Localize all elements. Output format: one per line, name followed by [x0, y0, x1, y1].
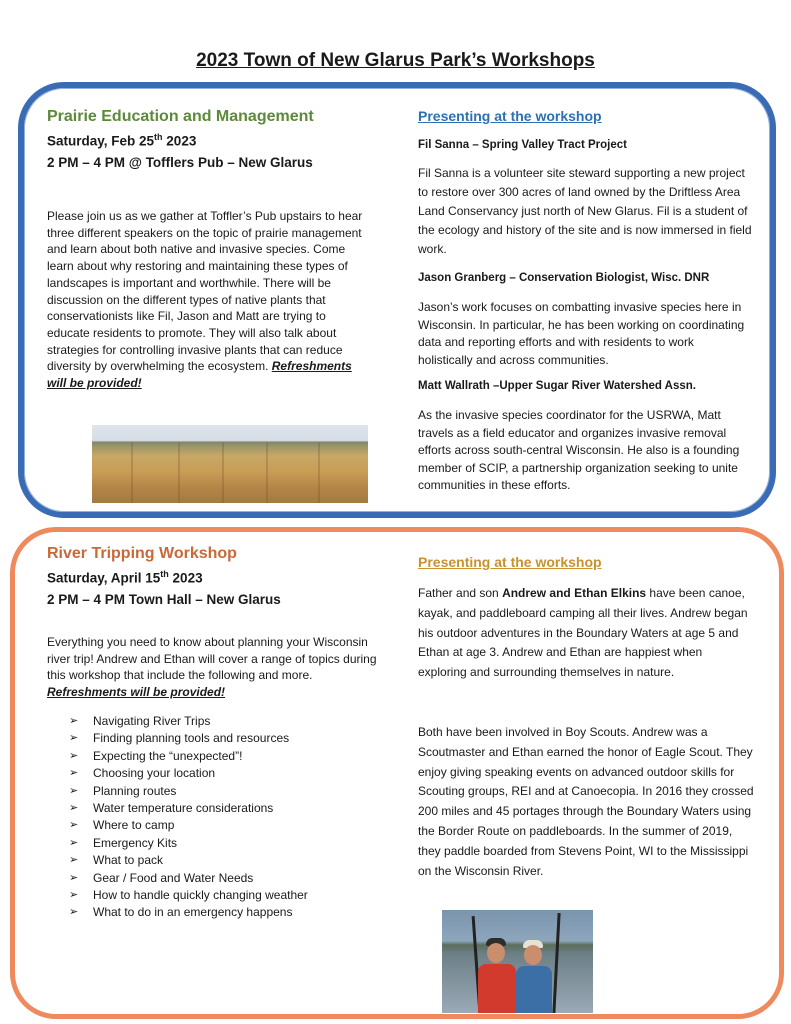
- arrow-bullet-icon: ➢: [69, 749, 79, 762]
- arrow-bullet-icon: ➢: [69, 715, 79, 727]
- paddle-right: [552, 913, 560, 1013]
- topic-label: Emergency Kits: [93, 835, 178, 850]
- prairie-workshop-heading: Prairie Education and Management: [47, 108, 314, 125]
- topic-item: [69, 800, 308, 817]
- speaker-name: Matt Wallrath –Upper Sugar River Watershed Assn.: [418, 380, 696, 392]
- arrow-bullet-icon: ➢: [69, 767, 79, 780]
- presenters-photo: [442, 910, 593, 1013]
- page-title: 2023 Town of New Glarus Park’s Workshops: [196, 50, 595, 71]
- arrow-bullet-icon: ➢: [69, 906, 79, 919]
- arrow-bullet-icon: ➢: [69, 871, 79, 884]
- topic-item: [69, 835, 308, 852]
- prairie-landscape-image: [92, 425, 368, 503]
- topic-item: [69, 730, 308, 747]
- river-presenting-heading: Presenting at the workshop: [418, 554, 602, 570]
- topic-item: [69, 852, 308, 869]
- topic-label: Where to camp: [93, 818, 175, 833]
- arrow-bullet-icon: ➢: [69, 732, 79, 745]
- topic-label: What to do in an emergency happens: [93, 905, 293, 920]
- speaker-bio: As the invasive species coordinator for the USRWA, Matt travels as a field educator and organizes invasive removal efforts across south-central Wisconsin. He also is a founding member of SCIP, a partnership organization seeking to unite communities in these efforts.: [418, 408, 740, 492]
- prairie-workshop-time-place: 2 PM – 4 PM @ Tofflers Pub – New Glarus: [47, 155, 313, 170]
- topic-label: Choosing your location: [93, 766, 216, 781]
- topic-item: [69, 748, 308, 765]
- arrow-bullet-icon: ➢: [69, 819, 79, 832]
- river-workshop-time-place: 2 PM – 4 PM Town Hall – New Glarus: [47, 592, 281, 607]
- speaker-name: Jason Granberg – Conservation Biologist, Wisc. DNR: [418, 272, 710, 284]
- topic-label: Water temperature considerations: [93, 801, 274, 816]
- arrow-bullet-icon: ➢: [69, 854, 79, 867]
- topic-item: [69, 887, 308, 904]
- topic-label: Expecting the “unexpected”!: [93, 748, 243, 763]
- arrow-bullet-icon: ➢: [69, 889, 79, 902]
- speaker-name: Fil Sanna – Spring Valley Tract Project: [418, 139, 627, 151]
- arrow-bullet-icon: ➢: [69, 836, 79, 849]
- prairie-workshop-date: Saturday, Feb 25th 2023: [47, 132, 197, 149]
- topic-label: Planning routes: [93, 783, 177, 798]
- presenters-bio-detail: Both have been involved in Boy Scouts. Andrew was a Scoutmaster and Ethan earned the honor of Eagle Scout. They enjoy giving speaking events on advanced outdoor skills for Scouting groups, REI and at Canoecopia. In 2016 they crossed 200 miles and 45 portages through the Boundary Waters using the Border Route on paddleboards. In the summer of 2019, they paddle boarded from Stevens Point, WI to the Mississippi on the Wisconsin River.: [418, 725, 754, 878]
- topic-item: [69, 904, 308, 921]
- topic-item: [69, 783, 308, 800]
- speaker-bio: Fil Sanna is a volunteer site steward supporting a new project to restore over 300 acres of land owned by the Driftless Area Land Conservancy just north of New Glarus. Fil is a student of the ecology and history of the site and is now immersed in field work.: [418, 166, 752, 256]
- prairie-refreshments-note: Refreshments will be provided!: [47, 359, 352, 391]
- topic-label: What to pack: [93, 853, 164, 868]
- river-workshop-heading: River Tripping Workshop: [47, 545, 237, 562]
- prairie-presenting-heading: Presenting at the workshop: [418, 108, 602, 124]
- topic-item: [69, 870, 308, 887]
- topics-list: [69, 713, 308, 922]
- presenters-bio-intro: Father and son Andrew and Ethan Elkins have been canoe, kayak, and paddleboard camping all their lives. Andrew began his outdoor adventures in the Boundary Waters at age 5 and Ethan at age 3. Andrew and Ethan are happiest when exploring and surrounding themselves in nature.: [418, 586, 748, 680]
- river-workshop-description: Everything you need to know about planning your Wisconsin river trip! Andrew and Ethan will cover a range of topics during this workshop that include the following and more. Refreshments will be provided!: [47, 635, 377, 700]
- speaker-bio: Jason’s work focuses on combatting invasive species here in Wisconsin. In particular, he has been working on coordinating data and reporting efforts and with residents to work holistically and across communities.: [418, 300, 745, 367]
- topic-label: Navigating River Trips: [93, 714, 211, 728]
- topic-label: How to handle quickly changing weather: [93, 888, 308, 903]
- arrow-bullet-icon: ➢: [69, 784, 79, 797]
- topic-label: Finding planning tools and resources: [93, 731, 290, 746]
- topic-item: [69, 713, 308, 730]
- topic-item: [69, 817, 308, 834]
- prairie-workshop-description: Please join us as we gather at Toffler’s Pub upstairs to hear three different speakers on the topic of prairie management and learn about both native and invasive species. Come learn about why restoring and maintaining these types of landscapes is important and worthwhile. There will be discussion on the different types of native plants that conservationists like Fil, Jason and Matt are trying to educate residents to promote. They will also talk about strategies for controlling invasive plants that can reduce diversity by overwhelming the ecosystem. Refreshments will be provided!: [47, 209, 363, 391]
- arrow-bullet-icon: ➢: [69, 802, 79, 815]
- topic-label: Gear / Food and Water Needs: [93, 870, 254, 885]
- river-workshop-date: Saturday, April 15th 2023: [47, 569, 203, 586]
- topic-item: [69, 765, 308, 782]
- river-refreshments-note: Refreshments will be provided!: [47, 685, 226, 700]
